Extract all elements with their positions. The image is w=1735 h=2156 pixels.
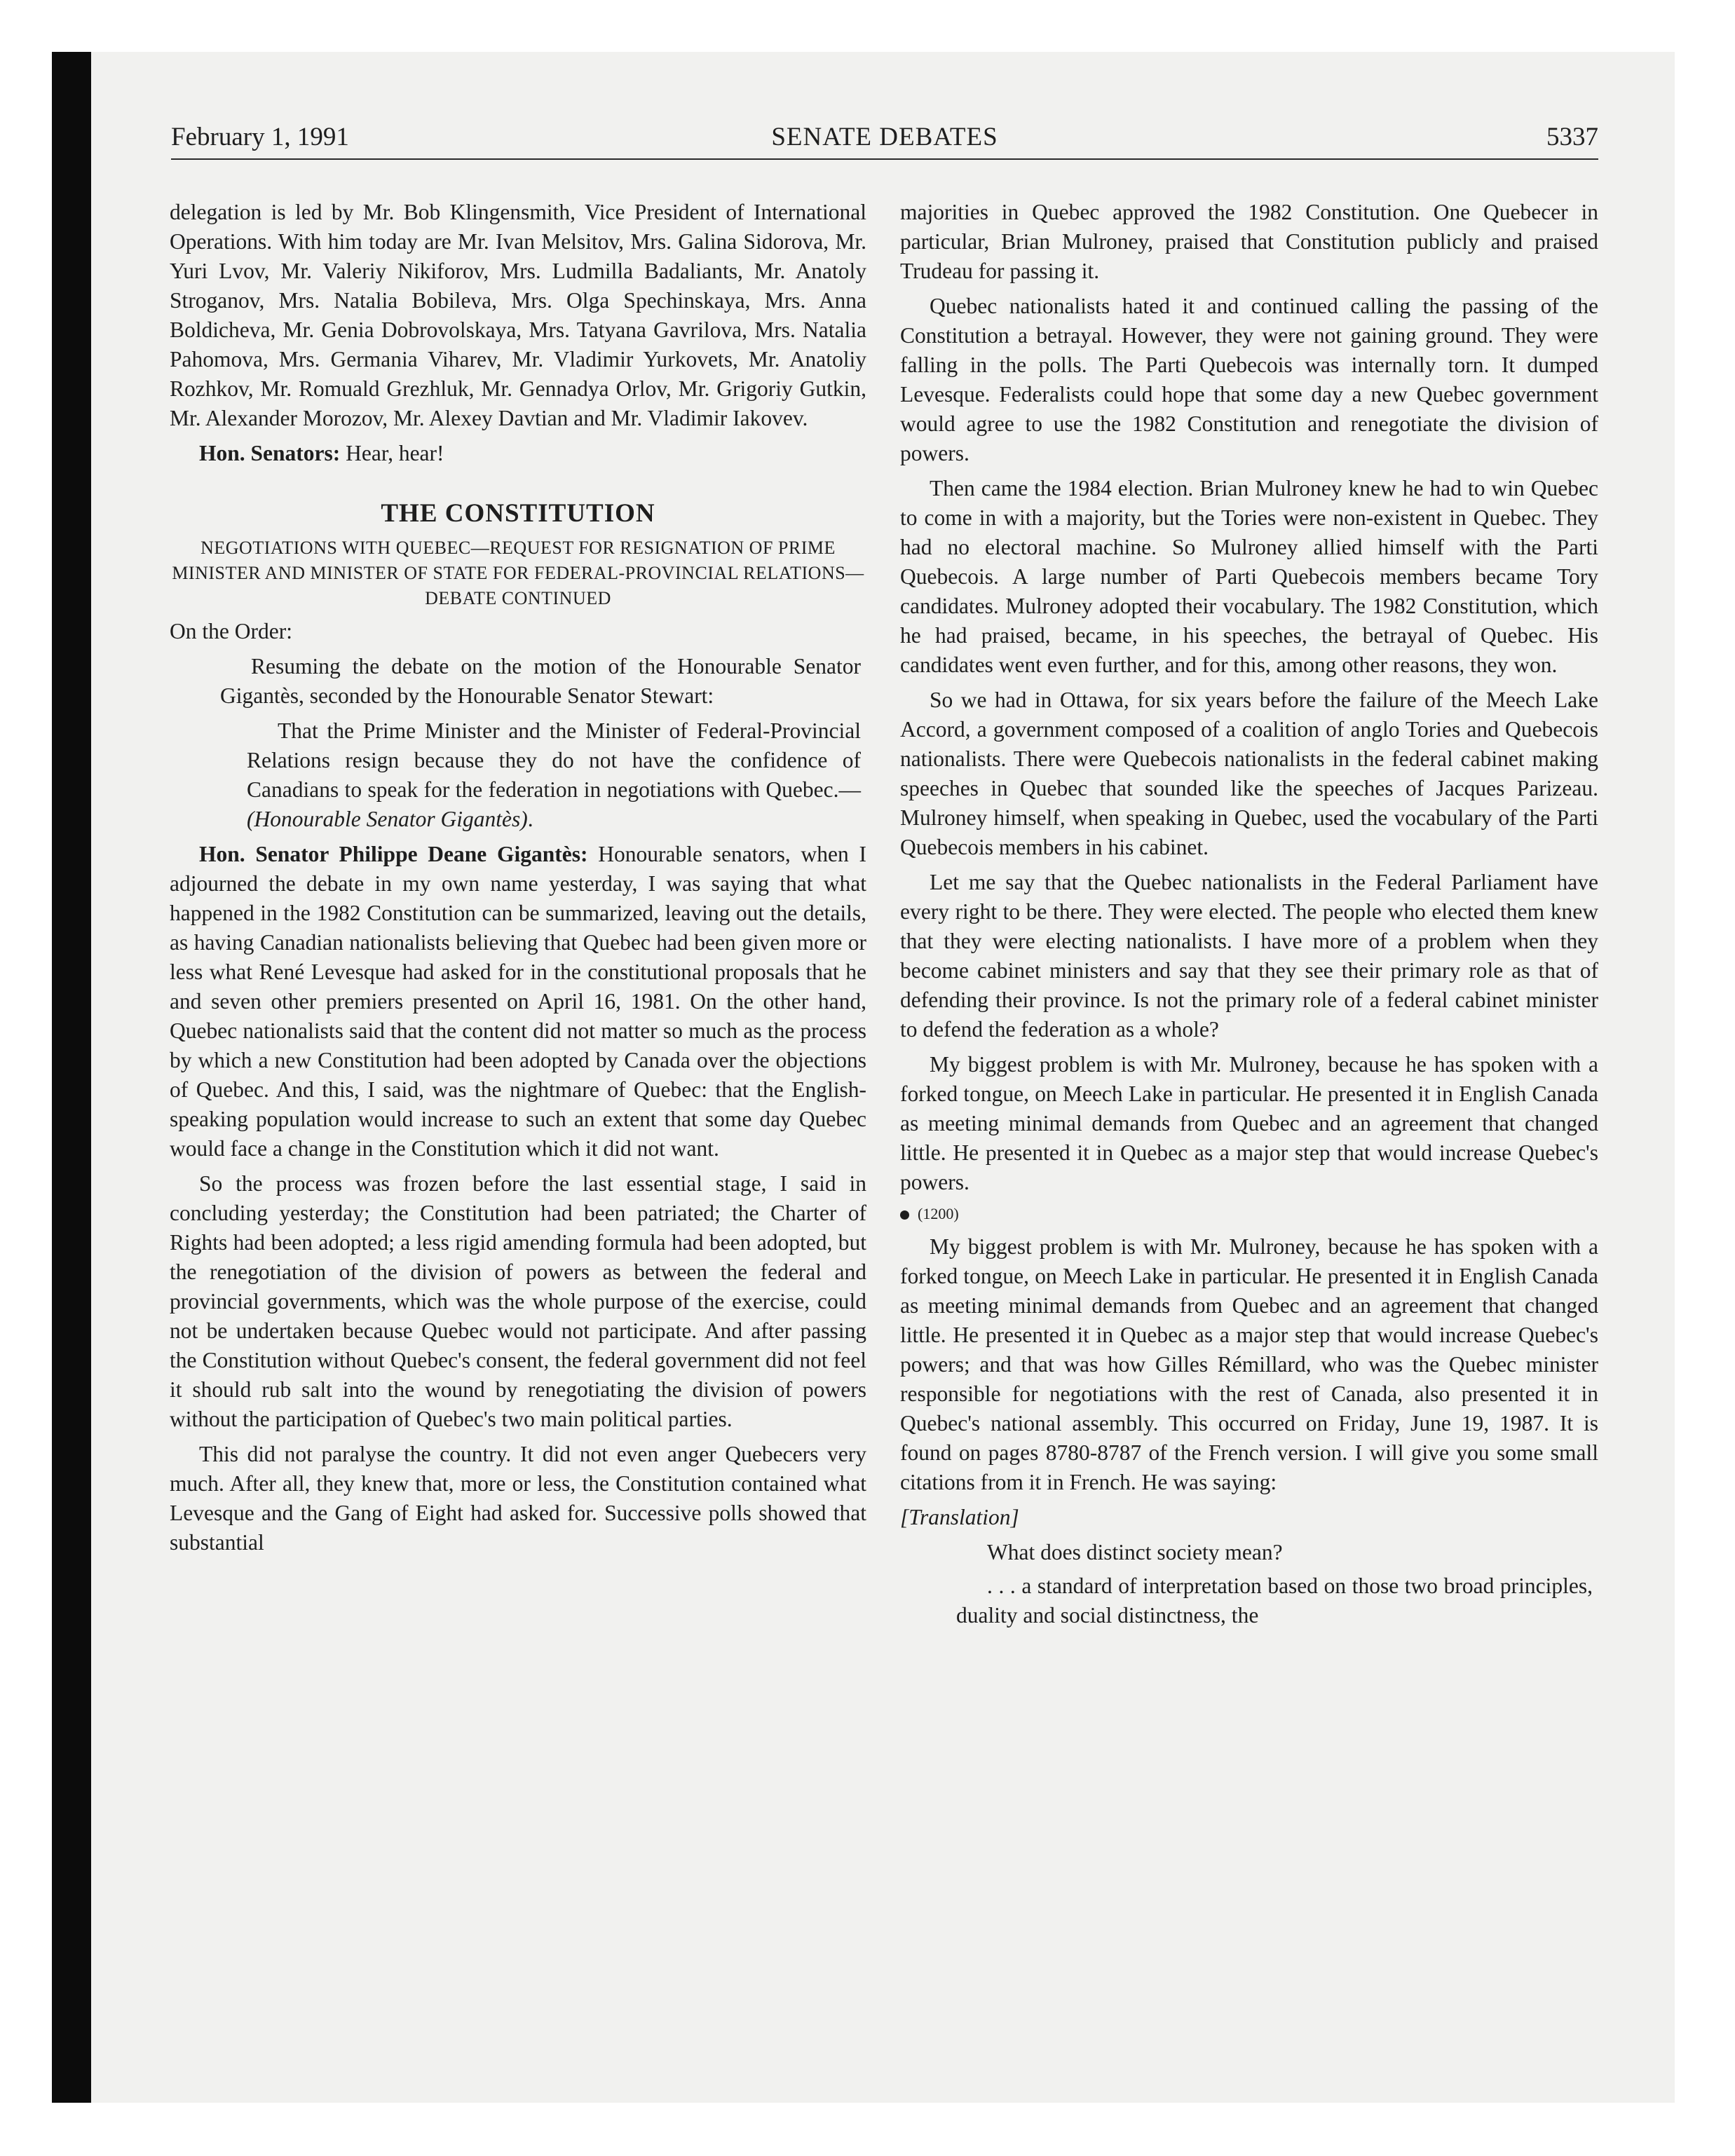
paragraph-ottawa: So we had in Ottawa, for six years before the failure of the Meech Lake Accord, a government composed of a coalition of anglo Tories and Quebecois nationalists. There were Quebecois nationalists in the federal cabinet making speeches in Quebec that sounded like the speeches of Jacques Parizeau. Mulroney himself, when speaking in Quebec, used the vocabulary of the Parti Quebecois members in his cabinet. <box>900 688 1598 859</box>
paragraph-delegation: delegation is led by Mr. Bob Klingensmith, Vice President of International Operations. With him today are Mr. Ivan Melsitov, Mrs. Galina Sidorova, Mr. Yuri Lvov, Mr. Valeriy Nikiforov, Mrs. Ludmilla Badaliants, Mr. Anatoly Stroganov, Mrs. Natalia Bobileva, Mrs. Olga Spechinskaya, Mrs. Anna Boldicheva, Mr. Genia Dobrovolskaya, Mrs. Tatyana Gavrilova, Mrs. Natalia Pahomova, Mrs. Germania Viharev, Mr. Vladimir Yurkovets, Mr. Anatoliy Rozhkov, Mr. Romuald Grezhluk, Mr. Gennadya Orlov, Mr. Grigoriy Gutkin, Mr. Alexander Morozov, Mr. Alexey Davtian and Mr. Vladimir Iakovev. <box>170 200 866 430</box>
paragraph-biggest-problem-repeat: My biggest problem is with Mr. Mulroney, because he has spoken with a forked tongue, on Meech Lake in particular. He presented it in English Canada as meeting minimal demands from Quebec and an agreement that changed little. He presented it in Quebec as a major step that would increase Quebec's powers; and that was how Gilles Rémillard, who was the Quebec minister responsible for negotiations with the rest of Canada, also presented it in Quebec's national assembly. This occurred on Friday, June 19, 1987. It is found on pages 8780-8787 of the French version. I will give you some small citations from it in French. He was saying: <box>900 1234 1598 1494</box>
paragraph-hear-hear <box>170 439 866 468</box>
paragraph-speech-opening <box>170 840 866 1164</box>
right-column <box>900 198 1598 1936</box>
quote-distinct-society: What does distinct society mean? <box>987 1540 1283 1564</box>
motion-text: That the Prime Minister and the Minister of Federal-Provincial Relations resign because they do not have the confidence of Canadians to speak for the federation in negotiations with Quebec.—(Honourable Senator Gigantès). <box>247 718 861 831</box>
paragraph-nationalists: Quebec nationalists hated it and continued calling the passing of the Constitution a betrayal. However, they were not gaining ground. They were falling in the polls. The Parti Quebecois was internally torn. It dumped Levesque. Federalists could hope that some day a new Quebec government would agree to use the 1982 Constitution and renegotiate the division of powers. <box>900 294 1598 465</box>
section-title: THE CONSTITUTION <box>381 499 655 528</box>
header-title: SENATE DEBATES <box>771 123 998 151</box>
bullet-icon <box>900 1210 909 1220</box>
speaker-label: Hon. Senators: <box>199 441 341 465</box>
translation-label: [Translation] <box>900 1505 1019 1529</box>
section-subheading: NEGOTIATIONS WITH QUEBEC—REQUEST FOR RESIGNATION OF PRIME MINISTER AND MINISTER OF STATE FOR FEDERAL-PROVINCIAL RELATIONS—DEBATE CONTINUED <box>172 538 864 608</box>
scan-binding-edge <box>52 52 91 2103</box>
speech-text: Honourable senators, when I adjourned the debate in my own name yesterday, I was saying that what happened in the 1982 Constitution can be summarized, leaving out the details, as having Canadian nationalists believing that Quebec had been given more or less what René Levesque had asked for in the constitutional proposals that he and seven other premiers presented on April 16, 1981. On the other hand, Quebec nationalists said that the content did not matter so much as the process by which a new Constitution had been adopted by Canada over the objections of Quebec. And this, I said, was the nightmare of Quebec: that the English-speaking population would increase to such an extent that some day Quebec would face a change in the Constitution which it did not want. <box>170 842 866 1161</box>
header-date: February 1, 1991 <box>171 123 349 151</box>
paragraph-paralyse: This did not paralyse the country. It did not even anger Quebecers very much. After all, they knew that, more or less, the Constitution contained what Levesque and the Gang of Eight had asked for. Successive polls showed that substantial <box>170 1442 866 1555</box>
left-column <box>170 198 866 1936</box>
paragraph-1984-election: Then came the 1984 election. Brian Mulroney knew he had to win Quebec to come in with a majority, but the Tories were non-existent in Quebec. They had no electoral machine. So Mulroney allied himself with the Parti Quebecois. A large number of Parti Quebecois members became Tory candidates. Mulroney adopted their vocabulary. The 1982 Constitution, which he had praised, became, in his speeches, the betrayal of Quebec. His candidates went even further, and for this, among other reasons, they won. <box>900 476 1598 677</box>
paragraph-biggest-problem: My biggest problem is with Mr. Mulroney, because he has spoken with a forked tongue, on Meech Lake in particular. He presented it in English Canada as meeting minimal demands from Quebec and an agreement that changed little. He presented it in Quebec as a major step that would increase Quebec's powers. <box>900 1052 1598 1194</box>
quote-standard: . . . a standard of interpretation based on those two broad principles, duality and social distinctness, the <box>956 1574 1593 1628</box>
page-header <box>171 119 1598 160</box>
speech-text: Hear, hear! <box>340 441 444 465</box>
paragraph-let-me-say: Let me say that the Quebec nationalists in the Federal Parliament have every right to be there. They were elected. The people who elected them knew that they were electing nationalists. I have more of a problem when they become cabinet ministers and say that they see their primary role as that of defending their province. Is not the primary role of a federal cabinet minister to defend the federation as a whole? <box>900 870 1598 1042</box>
paragraph-majorities: majorities in Quebec approved the 1982 Constitution. One Quebecer in particular, Brian Mulroney, praised that Constitution publicly and praised Trudeau for passing it. <box>900 200 1598 283</box>
time-marker: (1200) <box>900 1203 1598 1225</box>
page-number: 5337 <box>1546 123 1598 151</box>
speaker-label: Hon. Senator Philippe Deane Gigantès: <box>199 842 588 866</box>
motion-credit: (Honourable Senator Gigantès) <box>247 807 528 831</box>
motion-intro: Resuming the debate on the motion of the Honourable Senator Gigantès, seconded by the Honourable Senator Stewart: <box>220 654 861 708</box>
order-label: On the Order: <box>170 619 292 643</box>
paragraph-process: So the process was frozen before the last essential stage, I said in concluding yesterday; the Constitution had been patriated; the Charter of Rights had been adopted; a less rigid amending formula had been adopted, but the renegotiation of the division of powers as between the federal and provincial governments, which was the whole purpose of the exercise, could not be undertaken because Quebec would not participate. And after passing the Constitution without Quebec's consent, the federal government did not feel it should rub salt into the wound by renegotiating the division of powers without the participation of Quebec's two main political parties. <box>170 1171 866 1431</box>
